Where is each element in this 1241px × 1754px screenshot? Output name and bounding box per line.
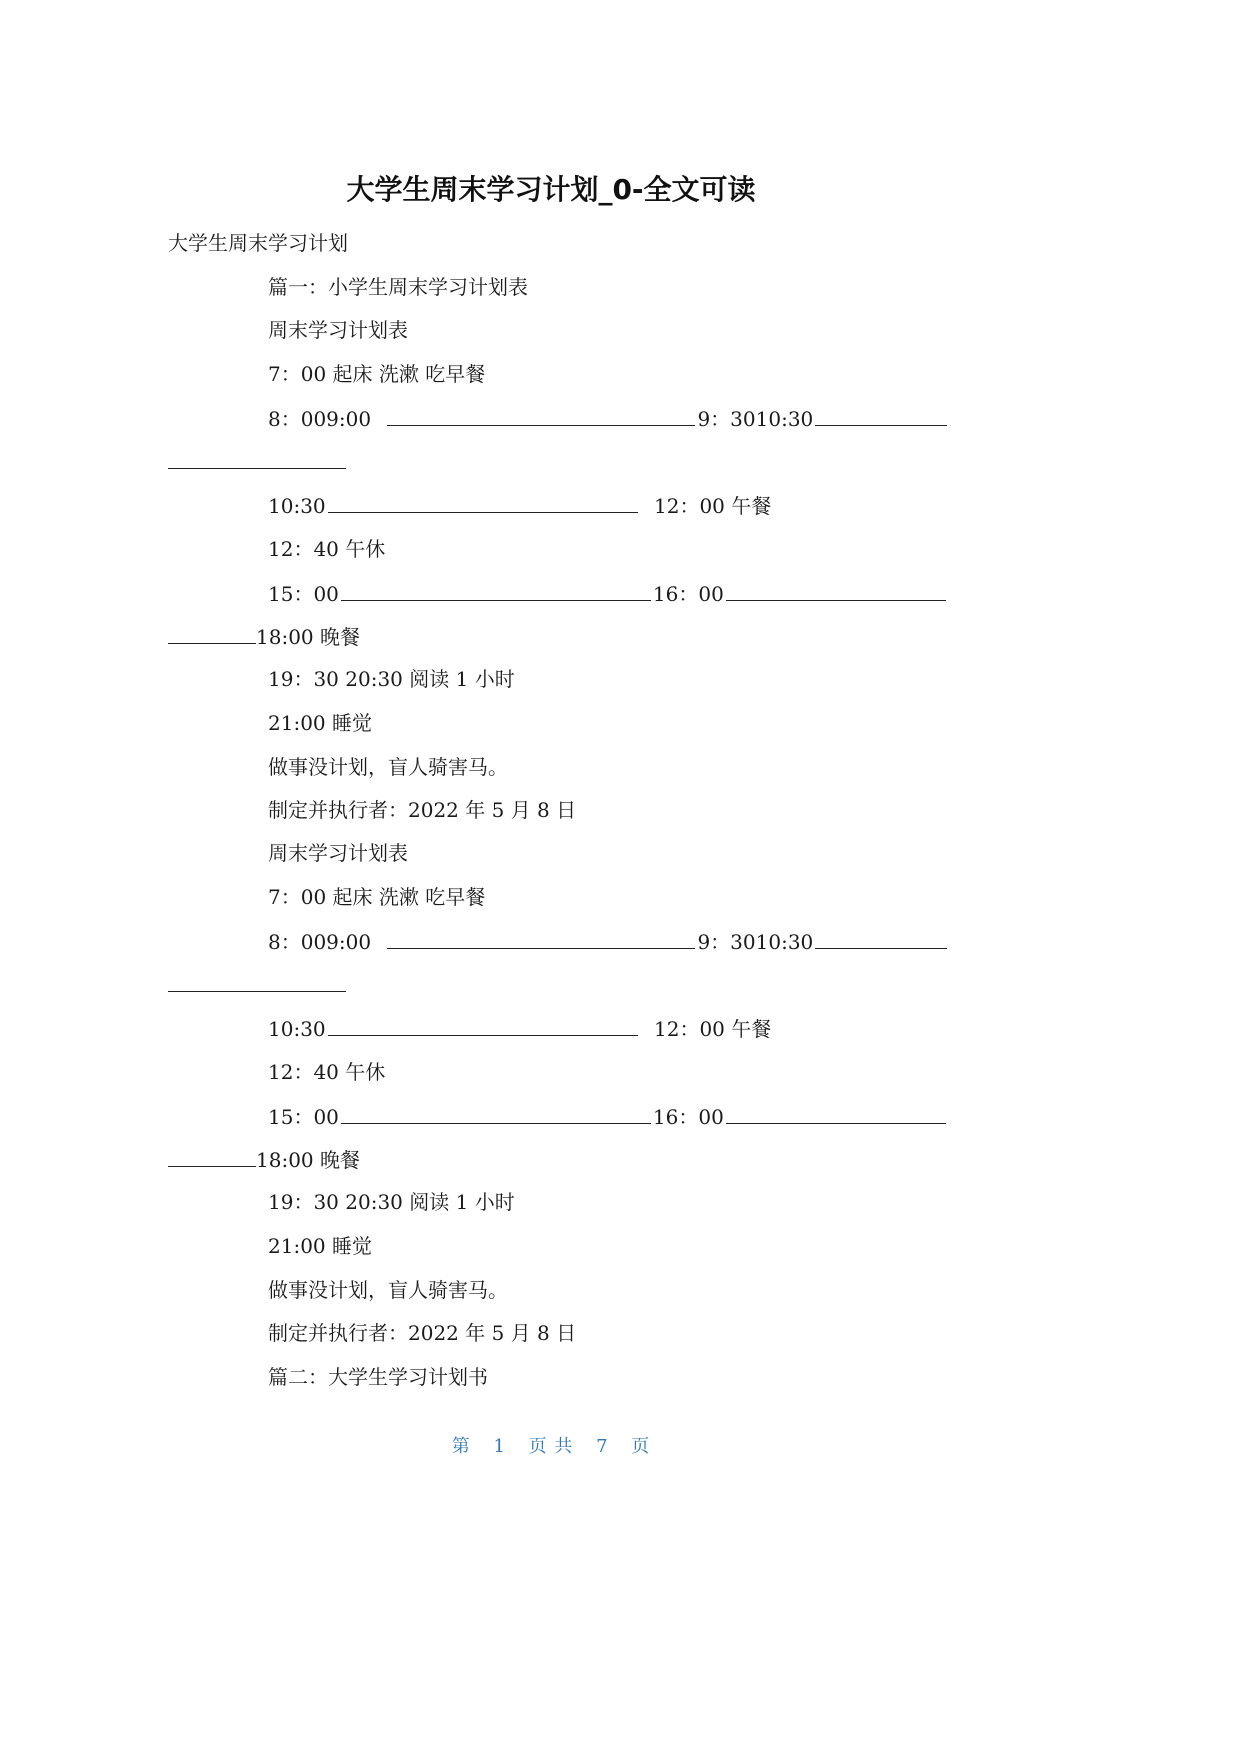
time-1800: 18:00 晚餐 <box>256 625 360 649</box>
schedule-nap: 12：40 午休 <box>268 537 386 561</box>
blank-line <box>168 623 256 644</box>
time-1800: 18:00 晚餐 <box>256 1148 360 1172</box>
footer-page-of: 页 共 <box>528 1436 574 1457</box>
blank-line <box>815 405 947 426</box>
time-1600: 16：00 <box>652 582 724 606</box>
blank-line <box>387 928 695 949</box>
schedule-signed: 制定并执行者：2022 年 5 月 8 日 <box>268 1321 577 1345</box>
time-1200: 12：00 午餐 <box>654 1017 772 1041</box>
schedule-motto: 做事没计划，盲人骑害马。 <box>268 755 508 779</box>
schedule-sleep: 21:00 睡觉 <box>268 1234 372 1258</box>
schedule-row-morning <box>268 405 949 432</box>
time-1200: 12：00 午餐 <box>654 494 772 518</box>
schedule-row-afternoon <box>268 580 948 607</box>
part2-heading: 篇二：大学生学习计划书 <box>268 1365 488 1389</box>
blank-line <box>726 580 946 601</box>
schedule-nap: 12：40 午休 <box>268 1060 386 1084</box>
schedule-sleep: 21:00 睡觉 <box>268 711 372 735</box>
schedule-row-noon <box>268 492 771 519</box>
part1-heading: 篇一：小学生周末学习计划表 <box>268 275 528 299</box>
schedule-row-wrap <box>168 971 346 998</box>
footer-page-word: 第 <box>451 1436 471 1457</box>
schedule-wake: 7：00 起床 洗漱 吃早餐 <box>268 885 486 909</box>
schedule-row-afternoon <box>268 1103 948 1130</box>
blank-line <box>168 971 346 992</box>
blank-line <box>328 1015 638 1036</box>
time-1030: 10:30 <box>268 1017 326 1041</box>
schedule-wake: 7：00 起床 洗漱 吃早餐 <box>268 362 486 386</box>
schedule-motto: 做事没计划，盲人骑害马。 <box>268 1278 508 1302</box>
schedule-row-wrap <box>168 448 346 475</box>
schedule-reading: 19：30 20:30 阅读 1 小时 <box>268 1190 515 1214</box>
blank-line <box>168 448 346 469</box>
time-0930: 9：3010:30 <box>697 407 814 431</box>
blank-line <box>815 928 947 949</box>
blank-line <box>168 1146 256 1167</box>
blank-line <box>726 1103 946 1124</box>
document-title: 大学生周末学习计划_0-全文可读 <box>346 173 756 206</box>
page-footer <box>0 1432 1102 1458</box>
time-0800: 8：009:00 <box>268 407 372 431</box>
footer-page-number: 1 <box>493 1436 506 1457</box>
schedule-reading: 19：30 20:30 阅读 1 小时 <box>268 667 515 691</box>
time-1030: 10:30 <box>268 494 326 518</box>
blank-line <box>341 580 651 601</box>
blank-line <box>387 405 695 426</box>
schedule-row-evening <box>168 1146 360 1173</box>
footer-total-pages: 7 <box>596 1436 609 1457</box>
time-1500: 15：00 <box>268 1105 339 1129</box>
document-subtitle: 大学生周末学习计划 <box>168 231 348 255</box>
footer-page-end: 页 <box>631 1436 651 1457</box>
time-0800: 8：009:00 <box>268 930 372 954</box>
schedule-signed: 制定并执行者：2022 年 5 月 8 日 <box>268 798 577 822</box>
schedule-row-noon <box>268 1015 771 1042</box>
blank-line <box>328 492 638 513</box>
schedule-title: 周末学习计划表 <box>268 318 408 342</box>
schedule-row-evening <box>168 623 360 650</box>
time-1600: 16：00 <box>652 1105 724 1129</box>
time-0930: 9：3010:30 <box>697 930 814 954</box>
time-1500: 15：00 <box>268 582 339 606</box>
blank-line <box>341 1103 651 1124</box>
schedule-row-morning <box>268 928 949 955</box>
schedule-title: 周末学习计划表 <box>268 841 408 865</box>
